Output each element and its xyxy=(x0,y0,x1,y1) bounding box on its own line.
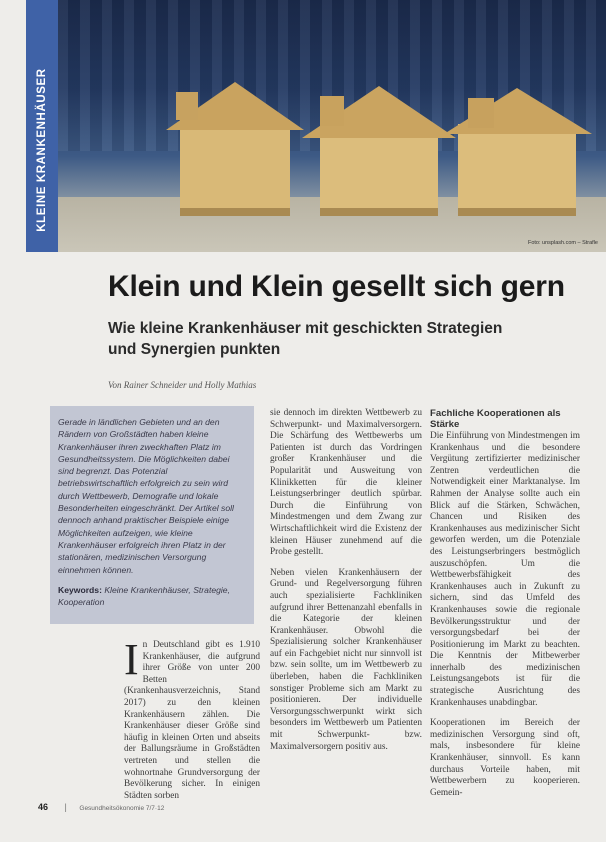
article-subtitle: Wie kleine Krankenhäuser mit geschickten Strategien und Synergien punkten xyxy=(108,320,503,358)
photo-credit: Foto: unsplash.com – Strafle xyxy=(527,240,598,246)
page-footer xyxy=(38,802,164,812)
footer-separator: | xyxy=(64,802,67,812)
keywords-label: Keywords: xyxy=(58,584,102,595)
col2-paragraph-2: Neben vielen Krankenhäusern der Grund- und Regelversorgung führen auch spezialisierte Fachkliniken aufgrund ihrer Bettenanzahl ebenfalls in die Kategorie der kleinen Krankenhäuser. Obwohl die Spezialisierung solcher Krankenhäuser auf ein Fachgebiet nicht nur sinnvoll ist bzw. sein sollte, um im Wettbewerb zu überleben, haben die Fachkliniken sonstiger Probleme sich am Markt zu positionieren. Der individuelle Versorgungsschwerpunkt wirkt sich besonders im Wettbewerb um Patienten mit Schwerpunkt- bzw. Maximalversorgern positiv aus. xyxy=(270,567,422,752)
section-sidebar xyxy=(26,0,58,252)
col1-text: n Deutschland gibt es 1.910 Krankenhäuser, die aufgrund ihrer Größe von unter 200 Betten (Krankenhausverzeichnis, Stand 2017) zu den kleinen Krankenhäusern zählen. Die Krankenhäuser dieser Größe sind häufig in kleinen Orten und abseits der Ballungsräume in Großstädten vertreten und stellen die wohnortnahe Grundversorgung der Bevölkerung sicher. In einigen Städten sorben xyxy=(124,640,260,801)
header-photo xyxy=(58,0,606,252)
abstract-box xyxy=(50,406,254,624)
section-label: KLEINE KRANKENHÄUSER xyxy=(36,68,48,232)
house-right xyxy=(444,88,592,216)
wooden-houses-image xyxy=(58,0,606,252)
col3-heading: Fachliche Kooperationen als Stärke xyxy=(430,408,561,430)
page-number: 46 xyxy=(38,802,49,812)
col1-paragraph xyxy=(124,635,260,802)
keywords-text: Kleine Krankenhäuser, Strategie, Kooperation xyxy=(58,584,230,608)
footer-source: Gesundheitsökonomie 7/7·12 xyxy=(79,805,165,812)
column-3 xyxy=(430,408,580,808)
col3-paragraph-2: Kooperationen im Bereich der medizinischen Versorgung sind oft, mals, insbesondere für kleine Krankenhäuser, sinnvoll. Es kann durchaus Vorteile haben, mit Wettbewerbern zu kooperieren. Gemein- xyxy=(430,718,580,798)
house-left xyxy=(166,82,304,216)
article-authors: Von Rainer Schneider und Holly Mathias xyxy=(108,380,257,390)
column-1 xyxy=(124,635,260,811)
house-middle xyxy=(302,86,456,216)
drop-cap: I xyxy=(124,635,139,684)
col2-paragraph-1: sie dennoch im direkten Wettbewerb zu Schwerpunkt- und Maximalversorgern. Die Schärfung des Wettbewerbs um Patienten ist durch das Vordringen großer Krankenhäuser und die Popularität und Ausweitung von Klinikketten für die kleiner Leistungserbringer deutlich spürbar. Durch die Einführung von Mindestmengen und dem Zwang zur Wirtschaftlichkeit wird die Existenz der kleinen Häuser zunehmend auf die Probe gestellt. xyxy=(270,408,422,558)
col3-paragraph-1: Die Einführung von Mindestmengen im Krankenhaus und die besondere Vergütung zertifizierter medizinischer Zentren verdeutlichen die Notwendigkeit einer Marktanalyse. Im Rahmen der Analyse sollte auch ein Blick auf die Stärken, Schwächen, Chancen und Risiken des Krankenhauses aus medizinischer Sicht geworfen werden, um die Potenziale des Leistungserbringers bestmöglich auszuschöpfen. Um die Wettbewerbsfähigkeit des Krankenhauses auch in Zukunft zu sichern, sind das Umfeld des Krankenhauses sowie die regionale Bevölkerungsstruktur und der versorgungsbedarf bei der Positionierung im Markt zu beachten. Die Kenntnis der Mitbewerber innerhalb des medizinischen Leistungsangebots ist für die strategische Ausrichtung des Krankenhauses unabdingbar. xyxy=(430,431,580,708)
article-title: Klein und Klein gesellt sich gern xyxy=(108,270,565,303)
abstract-text: Gerade in ländlichen Gebieten und an den Rändern von Großstädten haben kleine Krankenhäuser ihren zweckhaften Platz im Gesundheitssystem. Die Möglichkeiten dabei sind begrenzt. Das Potenzial betriebswirtschaftlich erfolgreich zu sein wird durch Wettbewerb, Demografie und lokale Besonderheiten eingeschränkt. Der Artikel soll dennoch anhand praktischer Beispiele einige Möglichkeiten aufzeigen, wie kleine Krankenhäuser erfolgreich ihren Platz in der stationären, medizinischen Versorgung einnehmen können. xyxy=(58,417,234,575)
keywords-line xyxy=(58,584,244,609)
column-2 xyxy=(270,408,422,762)
